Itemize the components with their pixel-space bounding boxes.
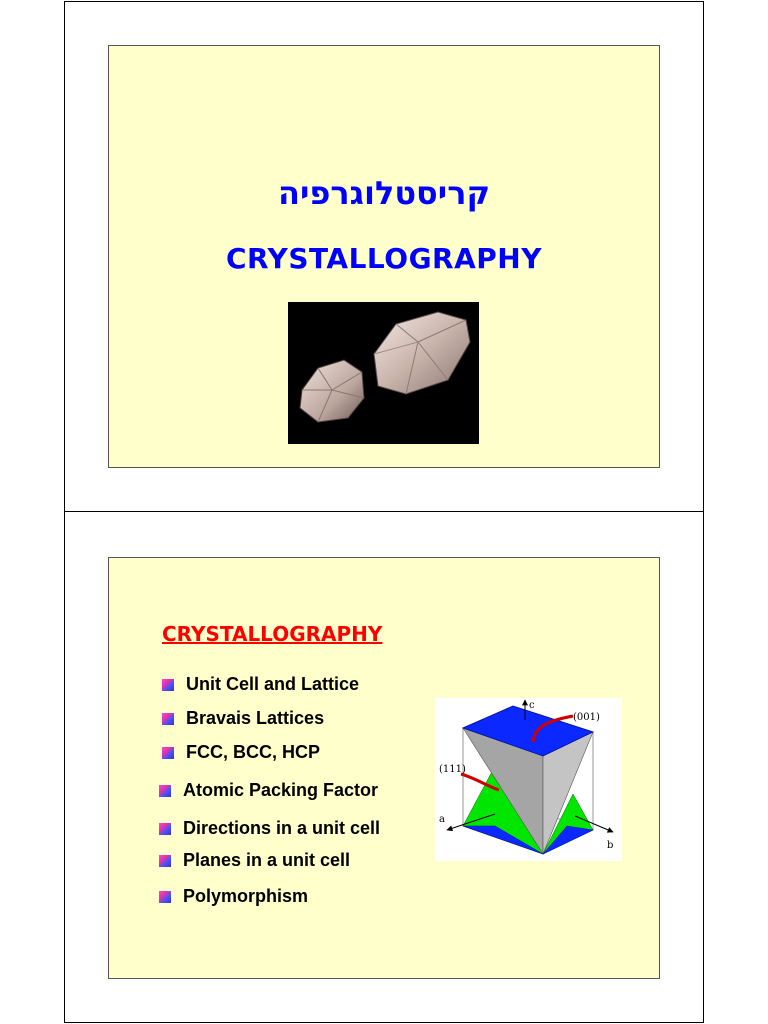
list-item-label: Planes in a unit cell xyxy=(183,850,351,870)
square-bullet-icon xyxy=(159,823,171,835)
slide-1-hebrew-title: קריסטלוגרפיה xyxy=(277,174,491,212)
plane-label-111: (111) xyxy=(439,764,466,775)
slide-2 xyxy=(108,557,660,979)
list-item-label: Atomic Packing Factor xyxy=(183,780,379,800)
slide-1-english-title: CRYSTALLOGRAPHY xyxy=(225,242,543,275)
unit-cell-planes-diagram xyxy=(435,698,622,861)
list-item xyxy=(159,850,350,871)
plane-label-001: (001) xyxy=(573,712,600,723)
list-item-label: Directions in a unit cell xyxy=(183,818,381,838)
square-bullet-icon xyxy=(159,785,171,797)
list-item xyxy=(159,818,380,839)
list-item-label: Bravais Lattices xyxy=(186,708,325,728)
square-bullet-icon xyxy=(162,747,174,759)
square-bullet-icon xyxy=(162,713,174,725)
list-item xyxy=(162,674,359,695)
axis-label-c: c xyxy=(529,700,535,711)
list-item xyxy=(159,886,308,907)
square-bullet-icon xyxy=(162,679,174,691)
axis-label-a: a xyxy=(439,814,445,825)
page-divider xyxy=(64,511,704,512)
axis-label-b: b xyxy=(607,840,614,851)
list-item xyxy=(162,742,320,763)
list-item-label: Polymorphism xyxy=(183,886,309,906)
list-item xyxy=(162,708,324,729)
slide-2-heading: CRYSTALLOGRAPHY xyxy=(162,622,383,646)
square-bullet-icon xyxy=(159,891,171,903)
quartz-crystal-photo xyxy=(288,302,479,444)
square-bullet-icon xyxy=(159,855,171,867)
slide-1 xyxy=(108,45,660,468)
list-item-label: FCC, BCC, HCP xyxy=(186,742,320,762)
list-item-label: Unit Cell and Lattice xyxy=(186,674,360,694)
list-item xyxy=(159,780,378,801)
